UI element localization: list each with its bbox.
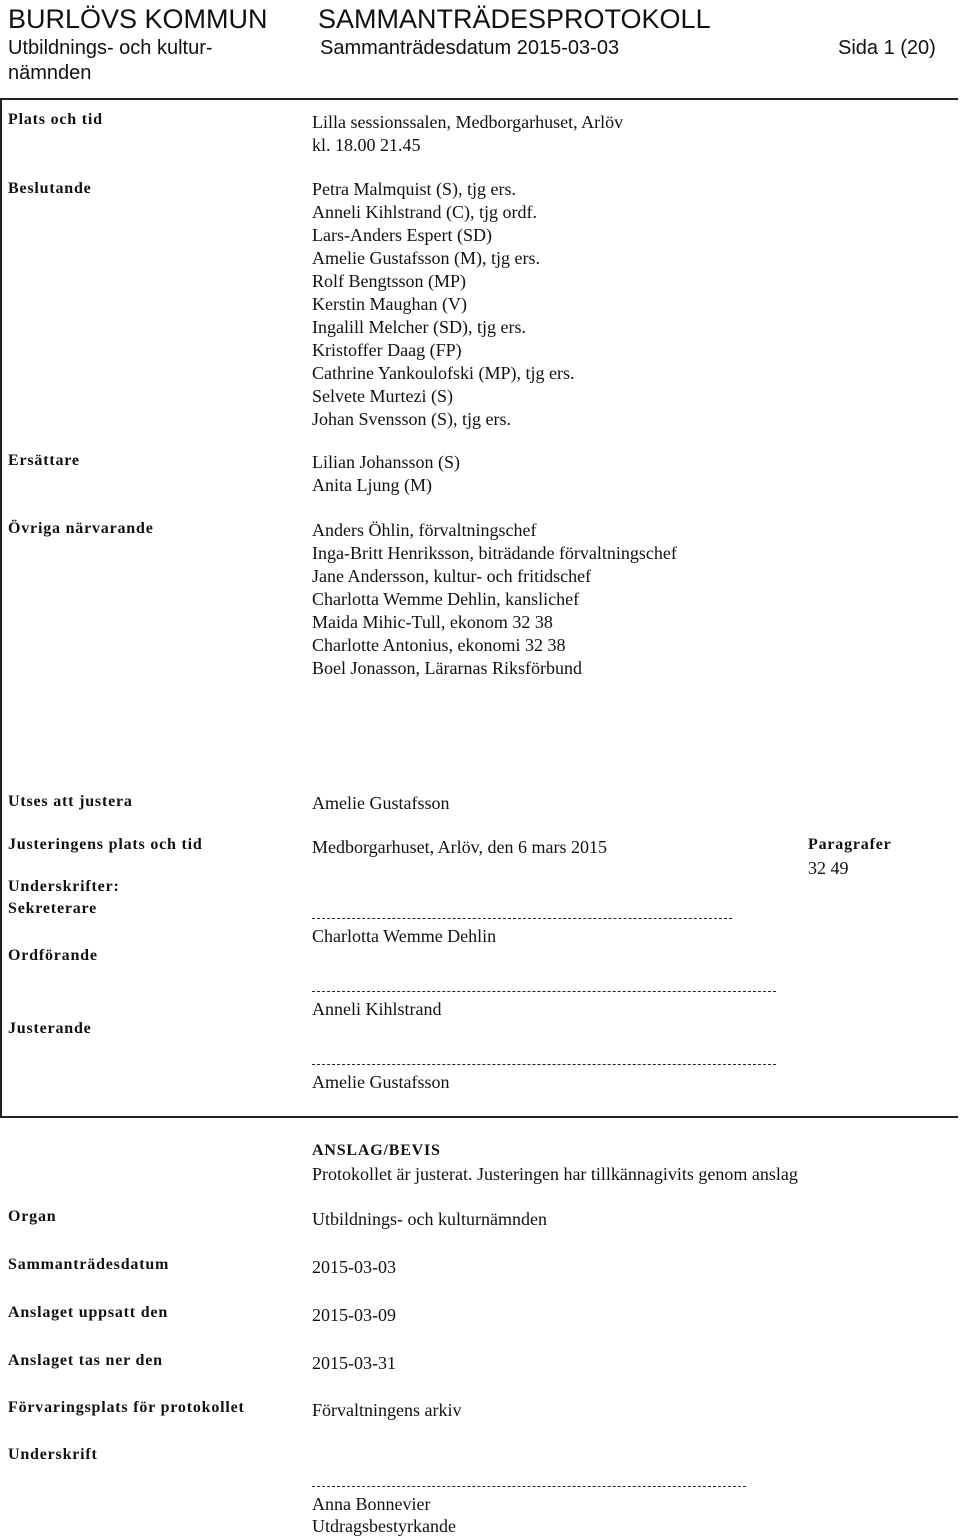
list-item: Cathrine Yankoulofski (MP), tjg ers. bbox=[312, 363, 575, 383]
list-item: Selvete Murtezi (S) bbox=[312, 386, 453, 406]
ovriga-label: Övriga närvarande bbox=[8, 520, 154, 537]
list-item: Kristoffer Daag (FP) bbox=[312, 340, 462, 360]
anslaget-uppsatt-label: Anslaget uppsatt den bbox=[8, 1304, 169, 1321]
sekreterare-signature-line bbox=[312, 918, 732, 919]
sammantradesdatum-label: Sammanträdesdatum bbox=[8, 1256, 170, 1273]
justering-plats-label: Justeringens plats och tid bbox=[8, 836, 203, 853]
list-item: Anneli Kihlstrand (C), tjg ordf. bbox=[312, 202, 537, 222]
underskrift-label: Underskrift bbox=[8, 1446, 98, 1463]
section-divider bbox=[0, 1116, 958, 1118]
forvaringsplats-label: Förvaringsplats för protokollet bbox=[8, 1399, 245, 1416]
list-item: Jane Andersson, kultur- och fritidschef bbox=[312, 566, 592, 586]
underskrift-name: Anna Bonnevier bbox=[312, 1494, 431, 1514]
list-item: Petra Malmquist (S), tjg ers. bbox=[312, 179, 516, 199]
forvaringsplats-value: Förvaltningens arkiv bbox=[312, 1400, 462, 1420]
list-item: Boel Jonasson, Lärarnas Riksförbund bbox=[312, 658, 582, 678]
sekreterare-label: Sekreterare bbox=[8, 900, 98, 917]
list-item: Johan Svensson (S), tjg ers. bbox=[312, 409, 511, 429]
utses-value: Amelie Gustafsson bbox=[312, 793, 450, 813]
list-item: Amelie Gustafsson (M), tjg ers. bbox=[312, 248, 540, 268]
anslag-text: Protokollet är justerat. Justeringen har tillkännagivits genom anslag bbox=[312, 1164, 798, 1184]
paragrafer-value: 32 49 bbox=[808, 858, 849, 878]
list-item: Maida Mihic-Tull, ekonom 32 38 bbox=[312, 612, 553, 632]
list-item: Rolf Bengtsson (MP) bbox=[312, 271, 467, 291]
organ-value: Utbildnings- och kulturnämnden bbox=[312, 1209, 547, 1229]
list-item: Charlotte Antonius, ekonomi 32 38 bbox=[312, 635, 566, 655]
paragrafer-label: Paragrafer bbox=[808, 836, 892, 853]
justerande-name: Amelie Gustafsson bbox=[312, 1072, 450, 1092]
list-item: Anita Ljung (M) bbox=[312, 475, 432, 495]
ersattare-label: Ersättare bbox=[8, 452, 80, 469]
page-number: Sida 1 (20) bbox=[838, 37, 936, 59]
committee-name-line2: nämnden bbox=[8, 62, 92, 84]
tid-line: kl. 18.00 21.45 bbox=[312, 135, 421, 155]
list-item: Anders Öhlin, förvaltningschef bbox=[312, 520, 537, 540]
meeting-date: Sammanträdesdatum 2015-03-03 bbox=[320, 37, 620, 59]
left-border bbox=[0, 98, 2, 1118]
underskrifter-label: Underskrifter: bbox=[8, 878, 120, 895]
ordforande-name: Anneli Kihlstrand bbox=[312, 999, 442, 1019]
sekreterare-name: Charlotta Wemme Dehlin bbox=[312, 926, 497, 946]
underskrift-signature-line bbox=[312, 1486, 746, 1487]
underskrift-role: Utdragsbestyrkande bbox=[312, 1516, 456, 1536]
document-type: SAMMANTRÄDESPROTOKOLL bbox=[318, 4, 711, 34]
municipality-name: BURLÖVS KOMMUN bbox=[8, 4, 268, 34]
anslaget-ner-value: 2015-03-31 bbox=[312, 1353, 396, 1373]
ovriga-list bbox=[312, 519, 677, 680]
ordforande-label: Ordförande bbox=[8, 947, 98, 964]
plats-value bbox=[312, 111, 623, 157]
ordforande-signature-line bbox=[312, 991, 776, 992]
list-item: Lars-Anders Espert (SD) bbox=[312, 225, 492, 245]
plats-label: Plats och tid bbox=[8, 111, 103, 128]
organ-label: Organ bbox=[8, 1208, 57, 1225]
beslutande-label: Beslutande bbox=[8, 180, 92, 197]
header-divider bbox=[0, 98, 958, 100]
list-item: Kerstin Maughan (V) bbox=[312, 294, 467, 314]
anslaget-ner-label: Anslaget tas ner den bbox=[8, 1352, 163, 1369]
justering-plats-value: Medborgarhuset, Arlöv, den 6 mars 2015 bbox=[312, 837, 607, 857]
ersattare-list bbox=[312, 451, 460, 497]
utses-label: Utses att justera bbox=[8, 793, 133, 810]
plats-line: Lilla sessionssalen, Medborgarhuset, Arlöv bbox=[312, 112, 624, 132]
beslutande-list bbox=[312, 178, 575, 431]
list-item: Charlotta Wemme Dehlin, kanslichef bbox=[312, 589, 580, 609]
justerande-signature-line bbox=[312, 1064, 776, 1065]
anslaget-uppsatt-value: 2015-03-09 bbox=[312, 1305, 396, 1325]
anslag-title: ANSLAG/BEVIS bbox=[312, 1142, 441, 1159]
list-item: Lilian Johansson (S) bbox=[312, 452, 460, 472]
list-item: Ingalill Melcher (SD), tjg ers. bbox=[312, 317, 526, 337]
list-item: Inga-Britt Henriksson, biträdande förvaltningschef bbox=[312, 543, 677, 563]
committee-name-line1: Utbildnings- och kultur- bbox=[8, 37, 213, 59]
sammantradesdatum-value: 2015-03-03 bbox=[312, 1257, 396, 1277]
justerande-label: Justerande bbox=[8, 1020, 92, 1037]
